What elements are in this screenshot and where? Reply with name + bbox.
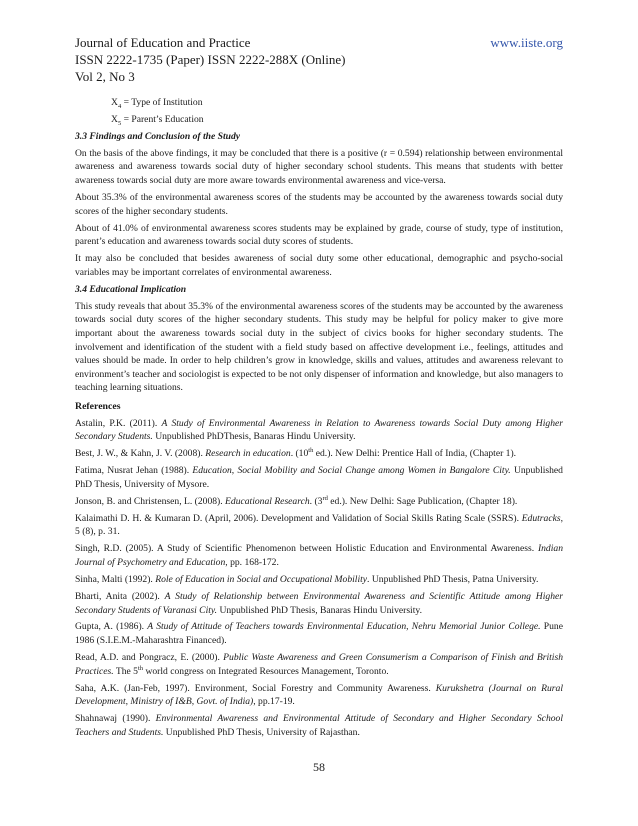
reference-item: Saha, A.K. (Jan-Feb, 1997). Environment, Social Forestry and Community Awareness. Kurukshetra (Journal on Rural Development, Ministry of I&B, Govt. of India), pp.17-19. (75, 682, 564, 708)
journal-title: Journal of Education and Practice (75, 35, 251, 50)
variable-definition: $X_5$ = Parent’s Education (111, 113, 204, 127)
reference-item: Fatima, Nusrat Jehan (1988). Education, Social Mobility and Social Change among Women in Bangalore City. Unpublished PhD Thesis, University of Mysore. (75, 465, 563, 490)
page-number: 58 (313, 760, 325, 774)
journal-url-link[interactable]: www.iiste.org (490, 35, 563, 50)
page-body (75, 96, 563, 743)
reference-item: Kalaimathi D. H. & Kumaran D. (April, 2006). Development and Validation of Social Skills Rating Scale (SSRS). Edutracks, 5 (8), p. 31. (75, 512, 563, 538)
references-heading: References (75, 401, 121, 413)
journal-issn: ISSN 2222-1735 (Paper) ISSN 2222-288X (Online) (75, 52, 346, 67)
reference-item: Read, A.D. and Pongracz, E. (2000). Public Waste Awareness and Green Consumerism a Comparison of Finish and British Practices. The 5th world congress on Integrated Resources Management, Toronto. (75, 652, 564, 677)
paragraph: It may also be concluded that besides awareness of social duty some other educational, demographic and psycho-social variables may be important correlates of environmental awareness. (75, 253, 563, 278)
section-heading-implication: 3.4 Educational Implication (75, 284, 187, 296)
paragraph: About 35.3% of the environmental awareness scores of the students may be accounted by the awareness towards social duty scores of the higher secondary students. (75, 191, 563, 217)
journal-volume: Vol 2, No 3 (75, 69, 135, 84)
paragraph: On the basis of the above findings, it may be concluded that there is a positive (r = 0.594) relationship between environmental awareness and awareness towards social duty of higher secondary school students. This means that students with better awareness towards social duty are more aware towards environmental awareness and vice-versa. (75, 147, 563, 186)
reference-item: Astalin, P.K. (2011). A Study of Environmental Awareness in Relation to Awareness towards Social Duty among Higher Secondary Students. Unpublished PhDThesis, Banaras Hindu University. (75, 417, 563, 443)
variable-definition: $X_4$ = Type of Institution (111, 97, 203, 110)
reference-item: Gupta, A. (1986). A Study of Attitude of Teachers towards Environmental Education, Nehru Memorial Junior College. Pune 1986 (S.I.E.M.-Maharashtra Financed). (75, 621, 563, 647)
reference-item: Sinha, Malti (1992). Role of Education in Social and Occupational Mobility. Unpublished PhD Thesis, Patna University. (75, 573, 539, 585)
reference-item: Bharti, Anita (2002). A Study of Relationship between Environmental Awareness and Scientific Attitude among Higher Secondary Students of Varanasi City. Unpublished PhD Thesis, Banaras Hindu University. (75, 590, 563, 616)
section-heading-findings: 3.3 Findings and Conclusion of the Study (75, 131, 241, 143)
reference-item: Jonson, B. and Christensen, L. (2008). Educational Research. (3rd ed.). New Delhi: Sage Publication, (Chapter 18). (75, 494, 518, 507)
paragraph: About of 41.0% of environmental awareness scores students may be explained by grade, course of study, type of institution, parent’s education and awareness towards social duty scores of students. (75, 222, 563, 248)
reference-item: Shahnawaj (1990). Environmental Awareness and Environmental Attitude of Secondary and Higher Secondary School Teachers and Students. Unpublished PhD Thesis, University of Rajasthan. (75, 713, 563, 738)
reference-item: Singh, R.D. (2005). A Study of Scientific Phenomenon between Holistic Education and Environmental Awareness. Indian Journal of Psychometry and Education, pp. 168-172. (75, 543, 563, 568)
page-header (75, 34, 563, 85)
reference-item: Best, J. W., & Kahn, J. V. (2008). Research in education. (10th ed.). New Delhi: Prentice Hall of India, (Chapter 1). (75, 447, 517, 460)
paragraph: This study reveals that about 35.3% of the environmental awareness scores of the students may be accounted by the awareness towards social duty scores of the higher secondary students. This study may be helpful for policy maker to give more important about the awareness towards social duty in the subject of civics books for higher secondary students. The involvement and identification of the student with a field study based on affective development i.e., feelings, attitudes and values should be made. In order to help children’s grow in knowledge, skills and values, attitudes and awareness relevant to environment’s teacher and sociologist is expected to be not only dispenser of information and knowledge, but also managers to teaching learning situations. (75, 300, 563, 394)
